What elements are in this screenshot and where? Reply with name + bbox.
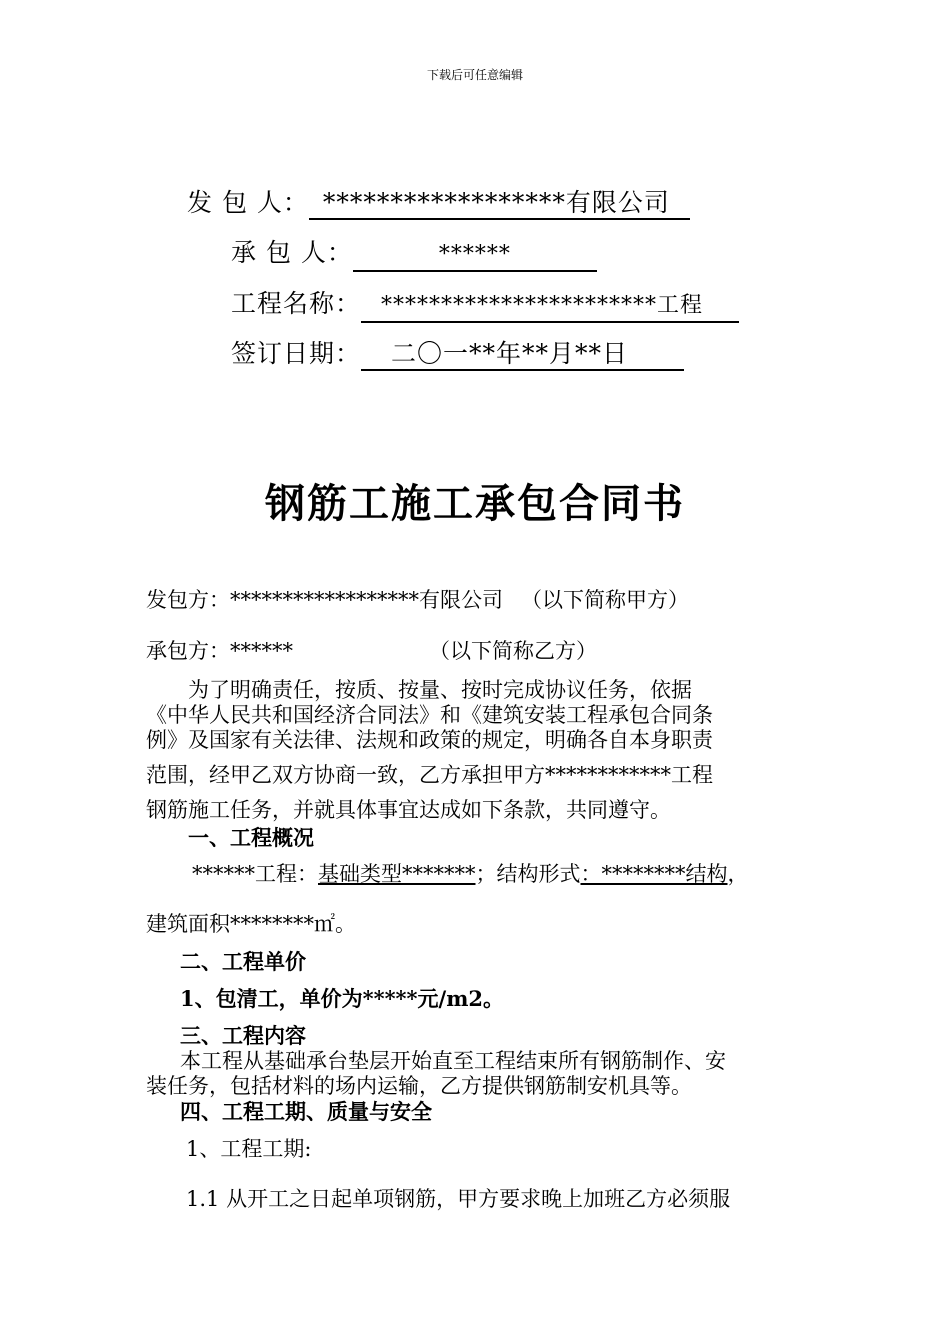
- party-b: 承包方：******: [146, 639, 293, 663]
- structure-label-text: ；结构形式: [475, 862, 581, 886]
- section-3-line-2: 装任务，包括材料的场内运输，乙方提供钢筋制安机具等。: [146, 1074, 692, 1098]
- section-1-line-2: 建筑面积********㎡。: [146, 912, 356, 936]
- employer-value: ******************有限公司: [309, 188, 690, 220]
- section-3-line-1: 本工程从基础承台垫层开始直至工程结束所有钢筋制作、安: [180, 1049, 726, 1073]
- comma-text: ，: [727, 862, 749, 886]
- party-a-note: （以下简称甲方）: [521, 588, 689, 612]
- employer-label: 发 包 人：: [187, 188, 309, 217]
- structure-type-text: ：********结构: [580, 862, 728, 886]
- intro-line-3: 例》及国家有关法律、法规和政策的规定，明确各自本身职责: [146, 728, 713, 752]
- section-4-item-1: 1、工程工期:: [186, 1137, 312, 1161]
- contractor-value: ******: [353, 240, 597, 272]
- party-b-note: （以下简称乙方）: [429, 639, 597, 663]
- cover-employer-row: [187, 183, 690, 220]
- section-1-line-1: [192, 858, 749, 888]
- project-label: 工程名称：: [231, 289, 362, 318]
- section-1-heading: 一、工程概况: [188, 825, 314, 850]
- section-4-item-1-1: 1.1 从开工之日起单项钢筋，甲方要求晚上加班乙方必须服: [186, 1187, 731, 1211]
- section-4-heading: 四、工程工期、质量与安全: [180, 1099, 432, 1124]
- cover-contractor-row: [231, 233, 597, 272]
- party-a: 发包方：******************有限公司: [146, 588, 503, 612]
- intro-line-5: 钢筋施工任务，并就具体事宜达成如下条款，共同遵守。: [146, 798, 671, 822]
- party-a-line: [146, 584, 689, 614]
- intro-line-4: 范围，经甲乙双方协商一致，乙方承担甲方************工程: [146, 763, 713, 787]
- section-3-heading: 三、工程内容: [180, 1023, 306, 1048]
- intro-line-1: 为了明确责任，按质、按量、按时完成协议任务，依据: [188, 678, 692, 702]
- header-note: 下载后可任意编辑: [426, 68, 523, 82]
- date-label: 签订日期：: [231, 339, 362, 368]
- date-value: 二〇一**年**月**日: [361, 339, 684, 371]
- document-title: 钢筋工施工承包合同书: [265, 480, 685, 527]
- intro-line-2: 《中华人民共和国经济合同法》和《建筑安装工程承包合同条: [146, 703, 713, 727]
- cover-project-row: [231, 284, 739, 323]
- section-2-heading: 二、工程单价: [180, 949, 306, 974]
- foundation-type-text: 基础类型*******: [318, 862, 476, 886]
- cover-date-row: [231, 334, 684, 371]
- project-value: ***********************工程: [361, 291, 739, 323]
- project-name-text: ******工程：: [192, 862, 318, 886]
- section-2-item-1: 1、包清工，单价为*****元/m2。: [180, 986, 505, 1011]
- contractor-label: 承 包 人：: [231, 238, 353, 267]
- party-b-line: [146, 635, 597, 665]
